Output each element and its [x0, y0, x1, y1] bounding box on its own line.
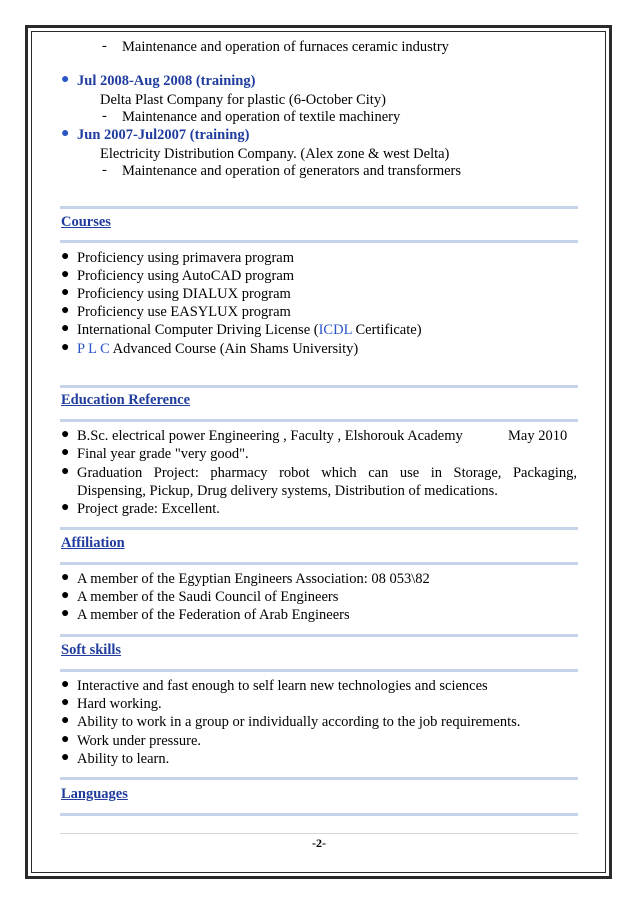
training-title: Jun 2007-Jul2007 (training) [77, 127, 250, 143]
affiliation-heading: Affiliation [61, 535, 125, 551]
section-rule [60, 562, 578, 565]
affiliation-item: A member of the Egyptian Engineers Association: 08 053\82 [77, 571, 430, 587]
section-rule [60, 777, 578, 780]
page-number: -2- [312, 836, 326, 850]
soft-skill-item: Ability to work in a group or individually according to the job requirements. [77, 714, 521, 730]
plc-highlight: P L C [77, 341, 110, 357]
icdl-highlight: ICDL [318, 322, 352, 338]
degree-text: B.Sc. electrical power Engineering , Faculty , Elshorouk Academy [77, 428, 463, 444]
dash-marker: - [102, 108, 107, 124]
bullet-icon: ● [61, 588, 70, 603]
course-item: Proficiency using primavera program [77, 250, 295, 266]
bullet-icon: ● [61, 72, 70, 87]
affiliation-item: A member of the Saudi Council of Engineers [77, 589, 339, 605]
footer-rule [60, 833, 578, 834]
dash-marker: - [102, 162, 107, 178]
bullet-icon: ● [61, 126, 70, 141]
bullet-icon: ● [61, 321, 70, 336]
bullet-icon: ● [61, 570, 70, 585]
section-rule [60, 206, 578, 209]
bullet-icon: ● [61, 249, 70, 264]
bullet-icon: ● [61, 732, 70, 747]
bullet-icon: ● [61, 713, 70, 728]
bullet-icon: ● [61, 695, 70, 710]
soft-skills-heading: Soft skills [61, 642, 122, 658]
bullet-icon: ● [61, 267, 70, 282]
bullet-icon: ● [61, 285, 70, 300]
affiliation-item: A member of the Federation of Arab Engineers [77, 607, 350, 623]
bullet-icon: ● [61, 445, 70, 460]
training-company: Electricity Distribution Company. (Alex zone & west Delta) [100, 146, 450, 162]
plc-post-text: Advanced Course (Ain Shams University) [109, 341, 359, 357]
bullet-icon: ● [61, 500, 70, 515]
course-item-plc [77, 340, 358, 358]
icdl-post-text: Certificate) [351, 322, 422, 338]
soft-skill-item: Work under pressure. [77, 733, 202, 749]
degree-date: May 2010 [508, 428, 568, 444]
course-item-icdl [77, 321, 422, 339]
soft-skill-item: Ability to learn. [77, 751, 170, 767]
courses-heading: Courses [61, 214, 111, 230]
section-rule [60, 419, 578, 422]
bullet-icon: ● [61, 750, 70, 765]
section-rule [60, 669, 578, 672]
education-heading: Education Reference [61, 392, 190, 408]
bullet-icon: ● [61, 340, 70, 355]
bullet-icon: ● [61, 677, 70, 692]
soft-skill-item: Hard working. [77, 696, 162, 712]
course-item: Proficiency using DIALUX program [77, 286, 291, 302]
training-task: Maintenance and operation of textile machinery [122, 109, 401, 125]
project-grade: Project grade: Excellent. [77, 501, 220, 517]
training-company: Delta Plast Company for plastic (6-October City) [100, 92, 386, 108]
training-title: Jul 2008-Aug 2008 (training) [77, 73, 256, 89]
languages-heading: Languages [61, 786, 128, 802]
course-item: Proficiency using AutoCAD program [77, 268, 295, 284]
course-item: Proficiency use EASYLUX program [77, 304, 291, 320]
soft-skill-item: Interactive and fast enough to self learn new technologies and sciences [77, 678, 488, 694]
section-rule [60, 634, 578, 637]
training-task-text: Maintenance and operation of furnaces ceramic industry [122, 39, 449, 55]
section-rule [60, 240, 578, 243]
section-rule [60, 527, 578, 530]
project-text-line1: Graduation Project: pharmacy robot which can use in Storage, Packaging, [77, 465, 577, 481]
training-task: Maintenance and operation of generators and transformers [122, 163, 462, 179]
icdl-pre-text: International Computer Driving License ( [77, 322, 319, 338]
section-rule [60, 385, 578, 388]
bullet-icon: ● [61, 606, 70, 621]
bullet-icon: ● [61, 464, 70, 479]
dash-marker: - [102, 38, 107, 54]
bullet-icon: ● [61, 427, 70, 442]
section-rule [60, 813, 578, 816]
project-text-line2: Dispensing, Pickup, Drug delivery systems, Distribution of medications. [77, 483, 498, 499]
grade-text: Final year grade "very good". [77, 446, 249, 462]
bullet-icon: ● [61, 303, 70, 318]
